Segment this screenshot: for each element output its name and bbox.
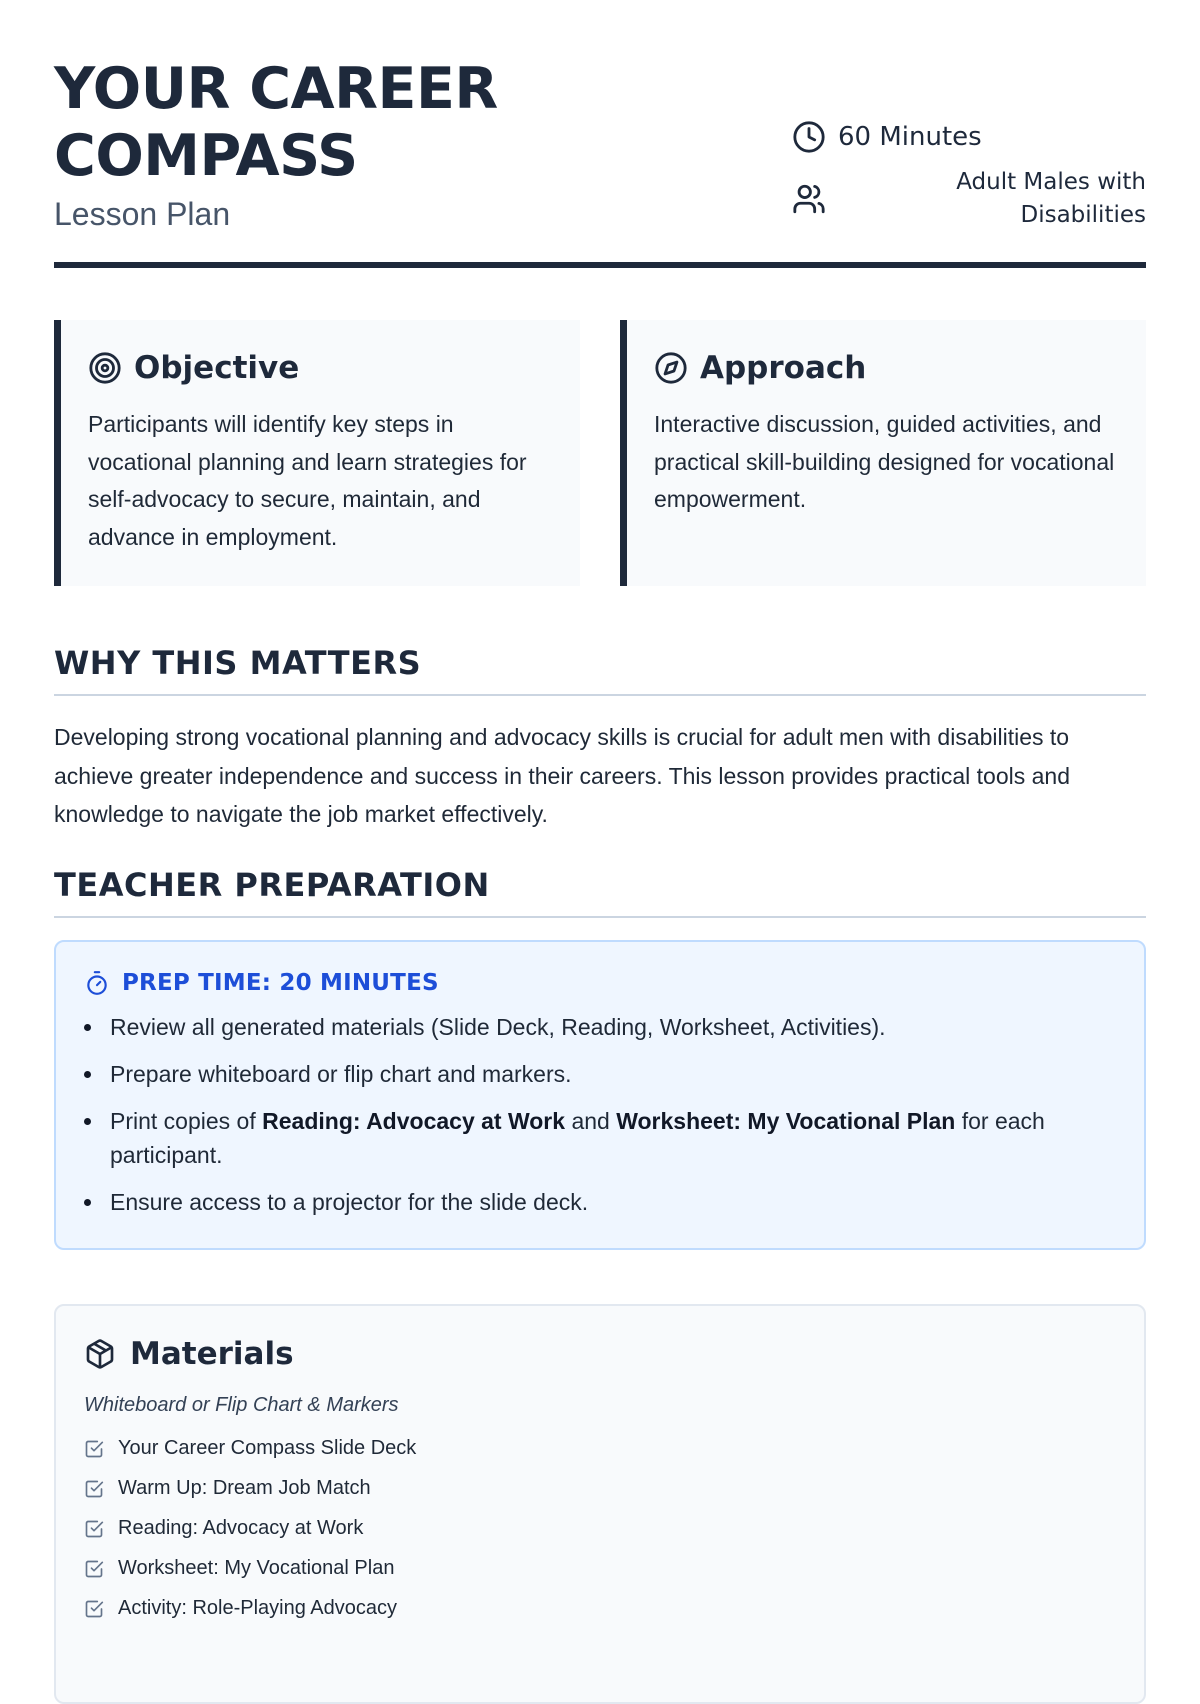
material-label: Activity: Role-Playing Advocacy — [118, 1597, 398, 1619]
prep-item: Ensure access to a projector for the slide deck. — [84, 1185, 1116, 1219]
why-section — [54, 644, 1146, 834]
objective-card — [54, 320, 580, 586]
checkbox-icon — [84, 1439, 104, 1459]
overview-cards — [54, 320, 1146, 586]
prep-item-text: Print copies of — [110, 1107, 263, 1134]
materials-section — [54, 1304, 1146, 1704]
reading-title: Reading: Advocacy at Work — [262, 1107, 566, 1134]
objective-body: Participants will identify key steps in vocational planning and learn strategies for self-advocacy to secure, maintain, and advance in employment. — [88, 411, 527, 550]
target-icon — [88, 351, 122, 385]
prep-box — [54, 940, 1146, 1250]
materials-header — [84, 1336, 1116, 1372]
package-icon — [84, 1338, 116, 1370]
approach-header — [654, 350, 1116, 386]
why-body: Developing strong vocational planning and advocacy skills is crucial for adult men with disabilities to achieve greater independence and success in their careers. This lesson provides practical tools and knowledge to navigate the job market effectively. — [54, 724, 1070, 827]
materials-list — [84, 1429, 1116, 1629]
clock-icon — [792, 120, 826, 154]
material-item — [84, 1469, 1116, 1509]
material-label: Your Career Compass Slide Deck — [118, 1437, 417, 1459]
lesson-meta — [792, 120, 1146, 232]
prep-item-text: and — [565, 1107, 617, 1134]
prep-heading: TEACHER PREPARATION — [54, 866, 1146, 918]
why-heading: WHY THIS MATTERS — [54, 644, 1146, 696]
page-title — [54, 56, 498, 190]
approach-title: Approach — [700, 350, 867, 386]
prep-section — [54, 866, 1146, 1250]
prep-item — [84, 1104, 1116, 1172]
material-item — [84, 1429, 1116, 1469]
duration-text: 60 Minutes — [838, 122, 982, 152]
checkbox-icon — [84, 1559, 104, 1579]
users-icon — [792, 182, 826, 216]
material-item — [84, 1509, 1116, 1549]
approach-card — [620, 320, 1146, 586]
prep-time-header — [84, 970, 1116, 996]
material-item — [84, 1589, 1116, 1629]
audience-row — [792, 166, 1146, 232]
checkbox-icon — [84, 1599, 104, 1619]
page-subtitle: Lesson Plan — [54, 196, 231, 232]
material-label: Worksheet: My Vocational Plan — [118, 1557, 395, 1579]
objective-header — [88, 350, 550, 386]
duration-row — [792, 120, 1146, 154]
page-header — [54, 0, 1146, 268]
compass-icon — [654, 351, 688, 385]
title-line-2: COMPASS — [54, 123, 358, 189]
title-block — [54, 56, 498, 233]
material-item — [84, 1549, 1116, 1589]
checkbox-icon — [84, 1519, 104, 1539]
title-line-1: YOUR CAREER — [54, 56, 498, 122]
objective-title: Objective — [134, 350, 300, 386]
prep-time-label: PREP TIME: 20 MINUTES — [122, 969, 439, 996]
prep-item: Prepare whiteboard or flip chart and markers. — [84, 1057, 1116, 1091]
prep-list — [84, 1010, 1116, 1219]
materials-note: Whiteboard or Flip Chart & Markers — [84, 1393, 399, 1416]
approach-body: Interactive discussion, guided activities, and practical skill-building designed for vocational empowerment. — [654, 411, 1115, 512]
materials-title: Materials — [130, 1335, 294, 1372]
prep-item: Review all generated materials (Slide Deck, Reading, Worksheet, Activities). — [84, 1010, 1116, 1044]
checkbox-icon — [84, 1479, 104, 1499]
material-label: Reading: Advocacy at Work — [118, 1517, 364, 1539]
audience-text: Adult Males with Disabilities — [956, 169, 1146, 228]
worksheet-title: Worksheet: My Vocational Plan — [616, 1107, 956, 1134]
prep-item-text: for each participant. — [110, 1107, 1045, 1168]
material-label: Warm Up: Dream Job Match — [118, 1477, 371, 1499]
stopwatch-icon — [84, 970, 110, 996]
